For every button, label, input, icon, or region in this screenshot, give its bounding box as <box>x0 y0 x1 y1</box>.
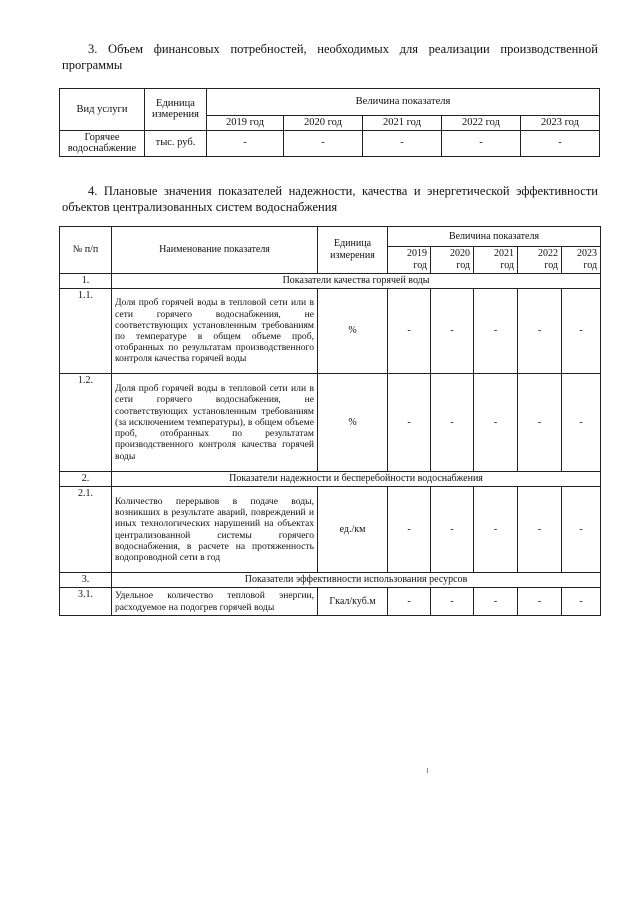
value-cell: - <box>562 374 601 472</box>
service-cell: Горячее водоснабжение <box>60 130 145 156</box>
section-title: Показатели эффективности использования ресурсов <box>112 573 601 588</box>
section-num: 3. <box>60 573 112 588</box>
unit-cell: % <box>318 374 388 472</box>
value-cell: - <box>431 289 474 374</box>
table-row <box>60 289 601 374</box>
section-title: Показатели качества горячей воды <box>112 274 601 289</box>
year-header: 2022 год <box>442 116 521 131</box>
value-cell: - <box>388 289 431 374</box>
year-header: 2021 год <box>474 247 518 274</box>
section-row <box>60 274 601 289</box>
value-cell: - <box>388 374 431 472</box>
value-cell: - <box>431 374 474 472</box>
indicator-name: Количество перерывов в подаче воды, возникших в результате аварий, повреждений и иных технологических нарушений на объектах централизованной системы горячего водоснабжения, в расчете на протяженность водопроводной сети в год <box>112 487 318 573</box>
value-cell: - <box>474 588 518 616</box>
year-header: 2020 год <box>284 116 363 131</box>
scan-mark <box>427 768 428 773</box>
value-cell: - <box>363 130 442 156</box>
section-row <box>60 472 601 487</box>
header-value: Величина показателя <box>388 227 601 247</box>
value-cell: - <box>474 487 518 573</box>
value-cell: - <box>474 289 518 374</box>
header-service: Вид услуги <box>60 89 145 131</box>
value-cell: - <box>562 487 601 573</box>
row-num: 2.1. <box>60 487 112 573</box>
unit-cell: Гкал/куб.м <box>318 588 388 616</box>
indicators-table <box>59 226 601 616</box>
year-header: 2020 год <box>431 247 474 274</box>
indicator-name: Доля проб горячей воды в тепловой сети или в сети горячего водоснабжения, не соответствующих установленным требованиям по температуре в общем объеме проб, отобранных по результатам производственного контроля качества горячей воды <box>112 289 318 374</box>
indicator-name: Доля проб горячей воды в тепловой сети или в сети горячего водоснабжения, не соответствующих установленным требованиям (за исключением температуры), в общем объеме проб, отобранных по результатам производственного контроля качества горячей воды <box>112 374 318 472</box>
header-unit: Единица измерения <box>145 89 207 131</box>
indicator-name: Удельное количество тепловой энергии, расходуемое на подогрев горячей воды <box>112 588 318 616</box>
financial-needs-table <box>59 88 600 157</box>
year-header: 2022 год <box>518 247 562 274</box>
section-title: Показатели надежности и бесперебойности водоснабжения <box>112 472 601 487</box>
header-unit: Единица измерения <box>318 227 388 274</box>
value-cell: - <box>562 588 601 616</box>
value-cell: - <box>442 130 521 156</box>
value-cell: - <box>518 588 562 616</box>
table-row <box>60 487 601 573</box>
value-cell: - <box>284 130 363 156</box>
section-row <box>60 573 601 588</box>
header-num: № п/п <box>60 227 112 274</box>
year-header: 2023 год <box>562 247 601 274</box>
section-num: 1. <box>60 274 112 289</box>
value-cell: - <box>388 588 431 616</box>
value-cell: - <box>518 487 562 573</box>
unit-cell: тыс. руб. <box>145 130 207 156</box>
section-4-heading: 4. Плановые значения показателей надежности, качества и энергетической эффективности объектов централизованных систем водоснабжения <box>62 184 598 214</box>
year-header: 2019 год <box>207 116 284 131</box>
value-cell: - <box>562 289 601 374</box>
value-cell: - <box>207 130 284 156</box>
unit-cell: % <box>318 289 388 374</box>
value-cell: - <box>388 487 431 573</box>
year-header: 2019 год <box>388 247 431 274</box>
section-num: 2. <box>60 472 112 487</box>
row-num: 1.1. <box>60 289 112 374</box>
row-num: 3.1. <box>60 588 112 616</box>
table-row <box>60 374 601 472</box>
value-cell: - <box>521 130 600 156</box>
table-row <box>60 130 600 156</box>
row-num: 1.2. <box>60 374 112 472</box>
table-row <box>60 588 601 616</box>
header-value: Величина показателя <box>207 89 600 116</box>
header-name: Наименование показателя <box>112 227 318 274</box>
section-3-heading: 3. Объем финансовых потребностей, необходимых для реализации производственной программы <box>62 42 598 72</box>
value-cell: - <box>431 487 474 573</box>
value-cell: - <box>474 374 518 472</box>
unit-cell: ед./км <box>318 487 388 573</box>
year-header: 2023 год <box>521 116 600 131</box>
value-cell: - <box>518 289 562 374</box>
value-cell: - <box>431 588 474 616</box>
year-header: 2021 год <box>363 116 442 131</box>
value-cell: - <box>518 374 562 472</box>
